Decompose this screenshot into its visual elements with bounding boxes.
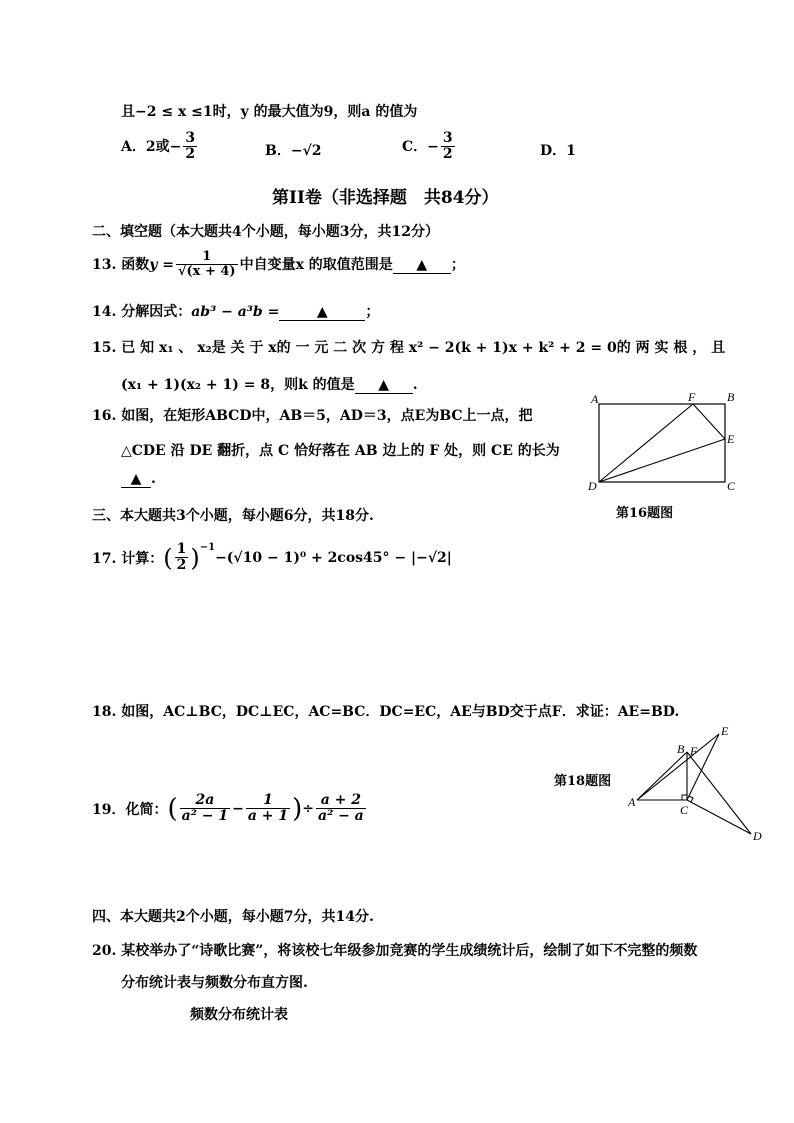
fraction-numerator: 1 [176, 541, 187, 557]
q14-expression: ab³ − a³b = [191, 304, 280, 320]
q20-line1: 20. 某校举办了“诗歌比赛”，将该校七年级参加竞赛的学生成绩统计后，绘制了如下不完整的频数 [92, 943, 698, 959]
q16-line3 [121, 471, 156, 488]
fraction-denominator: 2 [176, 557, 187, 574]
q16-line1: 16. 如图，在矩形ABCD中，AB＝5，AD＝3，点E为BC上一点，把 [92, 408, 533, 424]
label-d: D [588, 479, 597, 493]
segment-ab [637, 752, 687, 800]
segment-cd [687, 800, 751, 834]
q19-paren-close: ) [292, 793, 303, 824]
q14 [92, 301, 379, 321]
q16-end: . [151, 471, 156, 487]
fraction-numerator: 2a [180, 793, 230, 809]
q19-prefix: 19．化简： [92, 801, 168, 818]
fraction-numerator: 1 [246, 793, 290, 809]
q14-answer-blank: ▲ [279, 304, 365, 321]
label-c: C [680, 803, 689, 817]
label-a: A [591, 392, 599, 406]
fraction-numerator: 1 [176, 250, 238, 265]
q19-paren-open: ( [167, 793, 178, 824]
q17-half [175, 542, 189, 574]
q19-fraction-3 [316, 793, 366, 825]
q15-line2-text: (x₁ + 1)(x₂ + 1) = 8，则k 的值是 [121, 377, 355, 393]
q13-answer-blank: ▲ [393, 257, 451, 274]
q18: 18. 如图，AC⊥BC，DC⊥EC，AC=BC．DC=EC，AE与BD交于点F．求证：AE=BD. [92, 704, 680, 720]
segment-fe [693, 404, 725, 439]
q12-option-d: D．1 [540, 143, 576, 159]
q14-end: ； [365, 304, 380, 320]
label-c: C [727, 479, 736, 493]
part2-heading: 二、填空题（本大题共4个小题，每小题3分，共12分） [92, 224, 439, 240]
table-title: 频数分布统计表 [190, 1007, 288, 1023]
q15-line2 [121, 374, 418, 394]
q12-option-a [121, 131, 199, 163]
q19 [92, 793, 368, 825]
q13-end: ； [450, 256, 465, 273]
part4-heading: 四、本大题共2个小题，每小题7分，共14分. [92, 909, 374, 925]
q19-fraction-2 [246, 793, 290, 825]
figure-16-diagram [585, 388, 745, 498]
segment-df [599, 404, 693, 482]
q15-line1: 15. 已 知 x₁ 、 x₂是 关 于 x的 一 元 二 次 方 程 x² − 2(k + 1)x + k² + 2 = 0的 两 实 根 ， 且 [92, 340, 726, 356]
q12-option-a-sign: − [169, 138, 182, 155]
label-e: E [721, 724, 729, 738]
q15-end: . [412, 377, 418, 393]
q13-y: y = [149, 256, 174, 273]
figure-16-caption: 第16题图 [616, 506, 674, 521]
segment-bd [687, 752, 751, 834]
section-title: 第II卷（非选择题 共84分） [272, 188, 499, 208]
label-f: F [688, 390, 696, 404]
q16-answer-blank: ▲ [121, 471, 151, 488]
fraction-denominator: a² − 1 [181, 808, 229, 825]
fraction-denominator: a² − a [318, 808, 364, 825]
q17-expression: −(√10 − 1)⁰ + 2cos45° − |−√2| [215, 549, 452, 566]
label-e: E [727, 432, 735, 446]
q12-option-c [402, 131, 457, 163]
rectangle-abcd [599, 404, 725, 482]
right-angle-mark-acb [682, 795, 687, 800]
q16-line2: △CDE 沿 DE 翻折，点 C 恰好落在 AB 边上的 F 处，则 CE 的长为 [121, 443, 560, 459]
segment-de [599, 439, 725, 482]
figure-18-caption: 第18题图 [554, 774, 612, 789]
q17-paren-close: ) [190, 543, 200, 572]
q13-prefix: 13. 函数 [92, 256, 150, 273]
fraction-numerator: 3 [442, 130, 453, 146]
label-a: A [628, 795, 636, 809]
q13-text: 中自变量x 的取值范围是 [239, 256, 393, 273]
q12-option-b: B．−√2 [265, 143, 322, 159]
q17-prefix: 17. 计算： [92, 550, 164, 567]
q12-stem: 且−2 ≤ x ≤1时，y 的最大值为9，则a 的值为 [121, 104, 418, 120]
q19-divide: ÷ [302, 800, 314, 817]
fraction-denominator: 2 [442, 146, 453, 163]
q17-paren-open: ( [163, 543, 173, 572]
fraction-denominator: a + 1 [247, 808, 289, 825]
figure-18-diagram [625, 722, 770, 844]
q12-option-c-label: C．− [402, 138, 439, 155]
q15-answer-blank: ▲ [355, 377, 413, 394]
q13 [92, 250, 465, 280]
label-f: F [690, 744, 698, 758]
q13-fraction [176, 250, 238, 280]
q17 [92, 542, 452, 574]
fraction-denominator: 2 [185, 146, 196, 163]
q14-prefix: 14. 分解因式： [92, 304, 192, 320]
q20-line2: 分布统计表与频数分布直方图. [121, 975, 308, 991]
fraction-denominator: √(x + 4) [177, 264, 236, 280]
q12-option-c-fraction [441, 131, 455, 163]
label-b: B [727, 390, 735, 404]
label-d: D [753, 829, 762, 843]
q12-option-a-fraction [183, 131, 197, 163]
q19-minus: − [232, 800, 244, 817]
label-b: B [677, 742, 685, 756]
part3-heading: 三、本大题共3个小题，每小题6分，共18分. [92, 508, 374, 524]
fraction-numerator: 3 [185, 130, 196, 146]
q19-fraction-1 [180, 793, 230, 825]
q12-option-a-label: A．2或 [121, 138, 170, 155]
fraction-numerator: a + 2 [316, 793, 366, 809]
q17-exponent: −1 [199, 542, 216, 553]
